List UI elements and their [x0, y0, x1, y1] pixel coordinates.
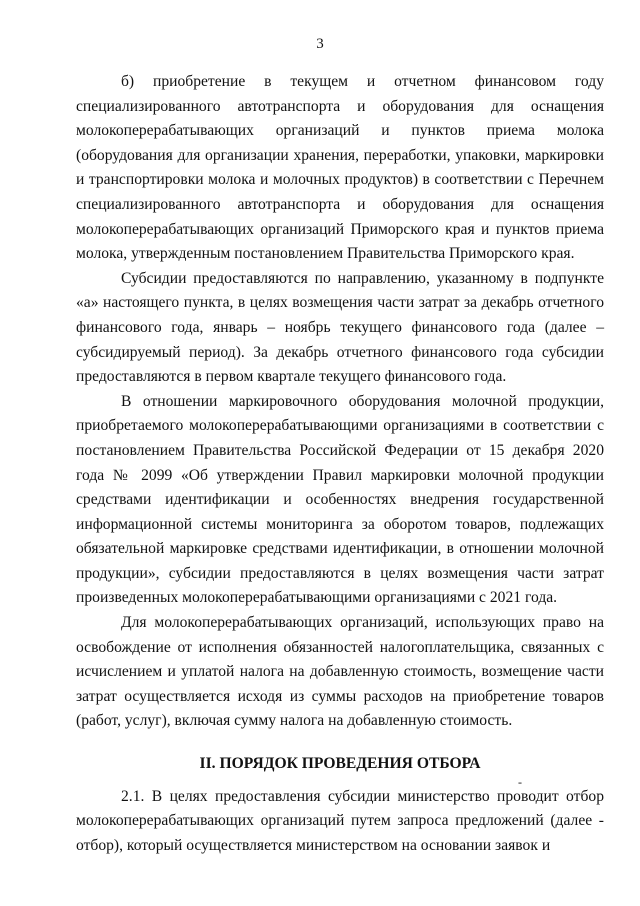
paragraph-equipment-purchase: б) приобретение в текущем и отчетном финансовом году специализированного автотранспорта и оборудования для оснащения молокоперерабатывающих организаций и пунктов приема молока (оборудования для организации хранения, переработки, упаковки, маркировки и транспортировки молока и молочных продуктов) в соответствии с Перечнем специализированного автотранспорта и оборудования для оснащения молокоперерабатывающих организаций Приморского края и пунктов приема молока, утвержденным постановлением Правительства Приморского края.: [76, 73, 604, 263]
paragraph-subsidy-period: Субсидии предоставляются по направлению, указанному в подпункте «а» настоящего пункта, в целях возмещения части затрат за декабрь отчетного финансового года, январь – ноябрь текущего финансового года (далее – субсидируемый период). За декабрь отчетного финансового года субсидии предоставляются в первом квартале текущего финансового года.: [76, 269, 604, 386]
document-body: [76, 70, 604, 858]
paragraph-marking-equipment: В отношении маркировочного оборудования молочной продукции, приобретаемого молокоперерабатывающими организациями в соответствии с постановлением Правительства Российской Федерации от 15 декабря 2020 года № 2099 «Об утверждении Правил маркировки молочной продукции средствами идентификации и особенностях внедрения государственной информационной системы мониторинга за оборотом товаров, подлежащих обязательной маркировке средствами идентификации, в отношении молочной продукции», субсидии предоставляются в целях возмещения части затрат произведенных молокоперерабатывающими организациями с 2021 года.: [76, 392, 604, 607]
section-heading: [76, 752, 604, 790]
paragraph-vat-exemption: Для молокоперерабатывающих организаций, использующих право на освобождение от исполнения обязанностей налогоплательщика, связанных с исчислением и уплатой налога на добавленную стоимость, возмещение части затрат осуществляется исходя из суммы расходов на приобретение товаров (работ, услуг), включая сумму налога на добавленную стоимость.: [76, 614, 604, 730]
section-heading-text: II. ПОРЯДОК ПРОВЕДЕНИЯ ОТБОРА: [199, 755, 481, 773]
heading-stray-mark: -: [518, 775, 522, 790]
paragraph-selection-procedure: 2.1. В целях предоставления субсидии министерство проводит отбор молокоперерабатывающих организаций путем запроса предложений (далее - отбор), который осуществляется министерством на основании заявок и: [76, 787, 604, 854]
page-number: 3: [316, 36, 324, 52]
